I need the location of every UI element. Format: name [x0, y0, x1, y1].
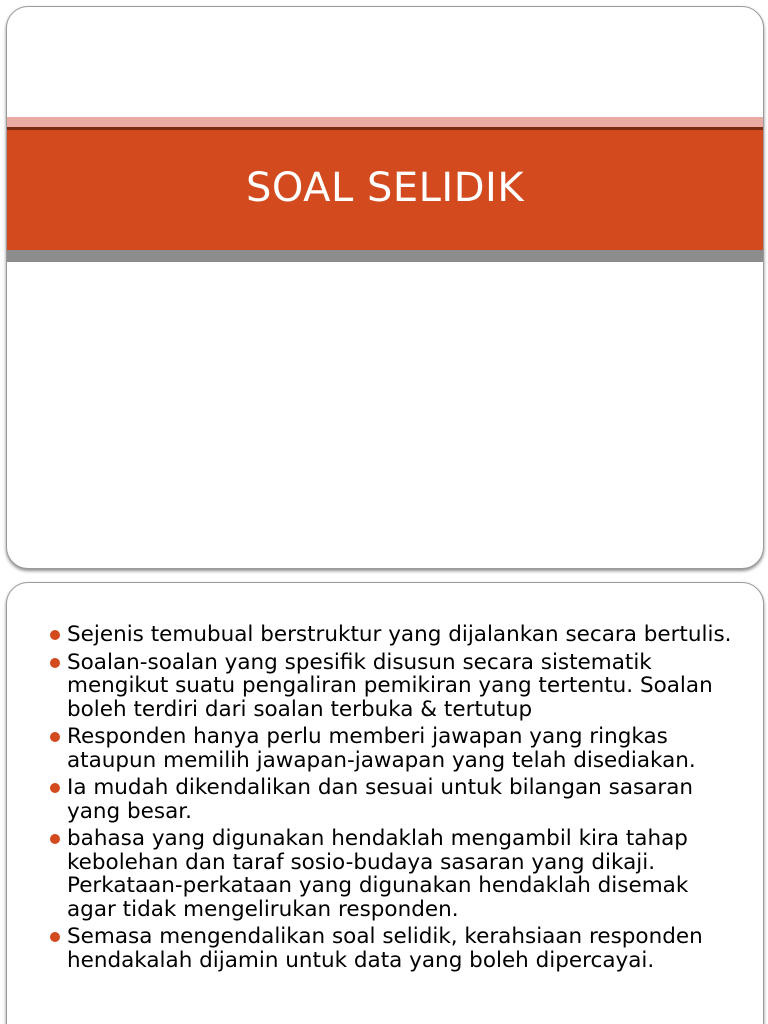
title-slide [6, 6, 764, 569]
bullet-text: Sejenis temubual berstruktur yang dijalankan secara bertulis. [67, 622, 732, 647]
bullet-text: Responden hanya perlu memberi jawapan yang ringkas ataupun memilih jawapan-jawapan yang telah disediakan. [67, 724, 696, 773]
bullet-dot-icon [50, 783, 60, 793]
bullet-item [50, 623, 740, 647]
bullet-item [50, 827, 740, 921]
bullet-list [50, 623, 740, 976]
accent-band-gray [7, 250, 763, 262]
bullet-text: bahasa yang digunakan hendaklah mengambil kira tahap kebolehan dan taraf sosio-budaya sasaran yang dikaji. Perkataan-perkataan yang digunakan hendaklah disemak agar tidak mengelirukan responden. [67, 826, 689, 922]
bullet-dot-icon [50, 834, 60, 844]
accent-band-pink [7, 117, 763, 127]
bullet-dot-icon [50, 658, 60, 668]
bullet-dot-icon [50, 732, 60, 742]
bullet-text: Ia mudah dikendalikan dan sesuai untuk bilangan sasaran yang besar. [67, 775, 694, 824]
bullet-dot-icon [50, 932, 60, 942]
title-band [7, 130, 763, 250]
bullet-item [50, 925, 740, 972]
content-slide [6, 582, 764, 1024]
bullet-text: Soalan-soalan yang spesifik disusun secara sistematik mengikut suatu pengaliran pemikiran yang tertentu. Soalan boleh terdiri dari soalan terbuka & tertutup [67, 649, 713, 722]
bullet-item [50, 651, 740, 722]
bullet-item [50, 776, 740, 823]
bullet-dot-icon [50, 630, 60, 640]
bullet-text: Semasa mengendalikan soal selidik, kerahsiaan responden hendakalah dijamin untuk data yang boleh dipercayai. [67, 924, 703, 973]
slide-title: SOAL SELIDIK [245, 165, 525, 211]
bullet-item [50, 725, 740, 772]
